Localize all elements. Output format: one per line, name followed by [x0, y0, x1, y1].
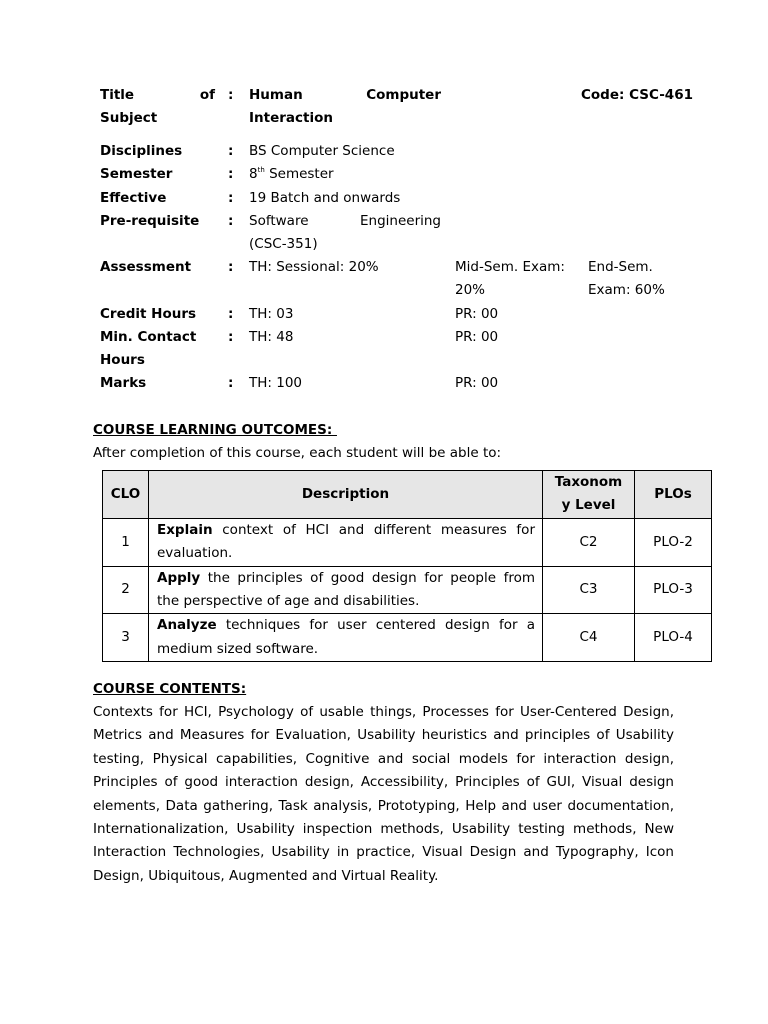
colon: : [228, 143, 234, 159]
contact-hours-label-line1: Min. Contact [100, 329, 197, 345]
title-label-word: Title [100, 87, 135, 103]
assessment-endsem-line1: End-Sem. [588, 259, 653, 275]
taxonomy-level: C2 [543, 518, 635, 566]
colon: : [228, 306, 234, 322]
prerequisite-label: Pre-requisite [100, 213, 200, 229]
subject-title-line2: Interaction [249, 110, 333, 126]
prerequisite-value-line1 [249, 210, 441, 233]
contents-text: Contexts for HCI, Psychology of usable things, Processes for User-Centered Design, Metrics and Measures for Evaluation, Usability heuristics and principles of Usability testing, Physical capabilities, Cognitive and social models for interaction design, Principles of good interaction design, Accessibility, Principles of GUI, Visual design elements, Data gathering, Task analysis, Prototyping, Help and user documentation, Internationalization, Usability inspection methods, Usability testing methods, New Interaction Technologies, Usability in practice, Visual Design and Typography, Icon Design, Ubiquitous, Augmented and Virtual Reality. [93, 704, 674, 884]
colon: : [228, 259, 234, 275]
contact-hours-theory: TH: 48 [249, 329, 294, 345]
prerequisite-value-line2: (CSC-351) [249, 236, 318, 252]
disciplines-value: BS Computer Science [249, 143, 395, 159]
taxonomy-level: C3 [543, 566, 635, 614]
clo-description: Apply the principles of good design for people from the perspective of age and disabilities. [149, 566, 543, 614]
marks-label: Marks [100, 375, 147, 391]
column-header-description: Description [149, 471, 543, 519]
prerequisite-word: Software [249, 213, 309, 229]
marks-practical: PR: 00 [455, 375, 499, 391]
title-label-word: of [199, 87, 215, 103]
clo-heading: COURSE LEARNING OUTCOMES: [93, 422, 337, 438]
subject-title-word: Human [249, 87, 303, 103]
disciplines-label: Disciplines [100, 143, 183, 159]
column-header-clo: CLO [103, 471, 149, 519]
assessment-sessional: TH: Sessional: 20% [249, 259, 379, 275]
clo-number: 3 [103, 614, 149, 662]
colon: : [228, 190, 234, 206]
colon: : [228, 87, 234, 103]
course-code: Code: CSC-461 [581, 87, 693, 103]
table-row [103, 614, 712, 662]
title-label-line2: Subject [100, 110, 158, 126]
clo-intro: After completion of this course, each student will be able to: [93, 445, 502, 461]
plo: PLO-4 [635, 614, 712, 662]
column-header-plos: PLOs [635, 471, 712, 519]
colon: : [228, 375, 234, 391]
subject-title-line1 [249, 84, 441, 107]
clo-number: 2 [103, 566, 149, 614]
column-header-taxonomy: Taxonom y Level [543, 471, 635, 519]
assessment-label: Assessment [100, 259, 192, 275]
effective-value: 19 Batch and onwards [249, 190, 401, 206]
clo-table-header [103, 471, 712, 519]
semester-number: 8 [249, 166, 258, 182]
contents-heading: COURSE CONTENTS: [93, 681, 247, 697]
table-row [103, 518, 712, 566]
contact-hours-practical: PR: 00 [455, 329, 499, 345]
semester-label: Semester [100, 166, 173, 182]
colon: : [228, 213, 234, 229]
clo-description: Analyze techniques for user centered design for a medium sized software. [149, 614, 543, 662]
contact-hours-label-line2: Hours [100, 352, 145, 368]
taxonomy-level: C4 [543, 614, 635, 662]
clo-table [102, 470, 712, 662]
assessment-endsem-line2: Exam: 60% [588, 282, 665, 298]
effective-label: Effective [100, 190, 167, 206]
clo-description: Explain context of HCI and different measures for evaluation. [149, 518, 543, 566]
credit-hours-theory: TH: 03 [249, 306, 294, 322]
semester-ordinal: th [257, 166, 265, 174]
marks-theory: TH: 100 [249, 375, 303, 391]
title-label-line1 [100, 84, 215, 107]
semester-word: Semester [264, 166, 334, 182]
table-row [103, 566, 712, 614]
semester-value [249, 163, 334, 186]
subject-title-word: Computer [366, 87, 441, 103]
clo-number: 1 [103, 518, 149, 566]
colon: : [228, 329, 234, 345]
credit-hours-label: Credit Hours [100, 306, 197, 322]
assessment-midsem-line2: 20% [455, 282, 486, 298]
colon: : [228, 166, 234, 182]
assessment-midsem-line1: Mid-Sem. Exam: [455, 259, 565, 275]
prerequisite-word: Engineering [360, 213, 441, 229]
plo: PLO-2 [635, 518, 712, 566]
credit-hours-practical: PR: 00 [455, 306, 499, 322]
plo: PLO-3 [635, 566, 712, 614]
